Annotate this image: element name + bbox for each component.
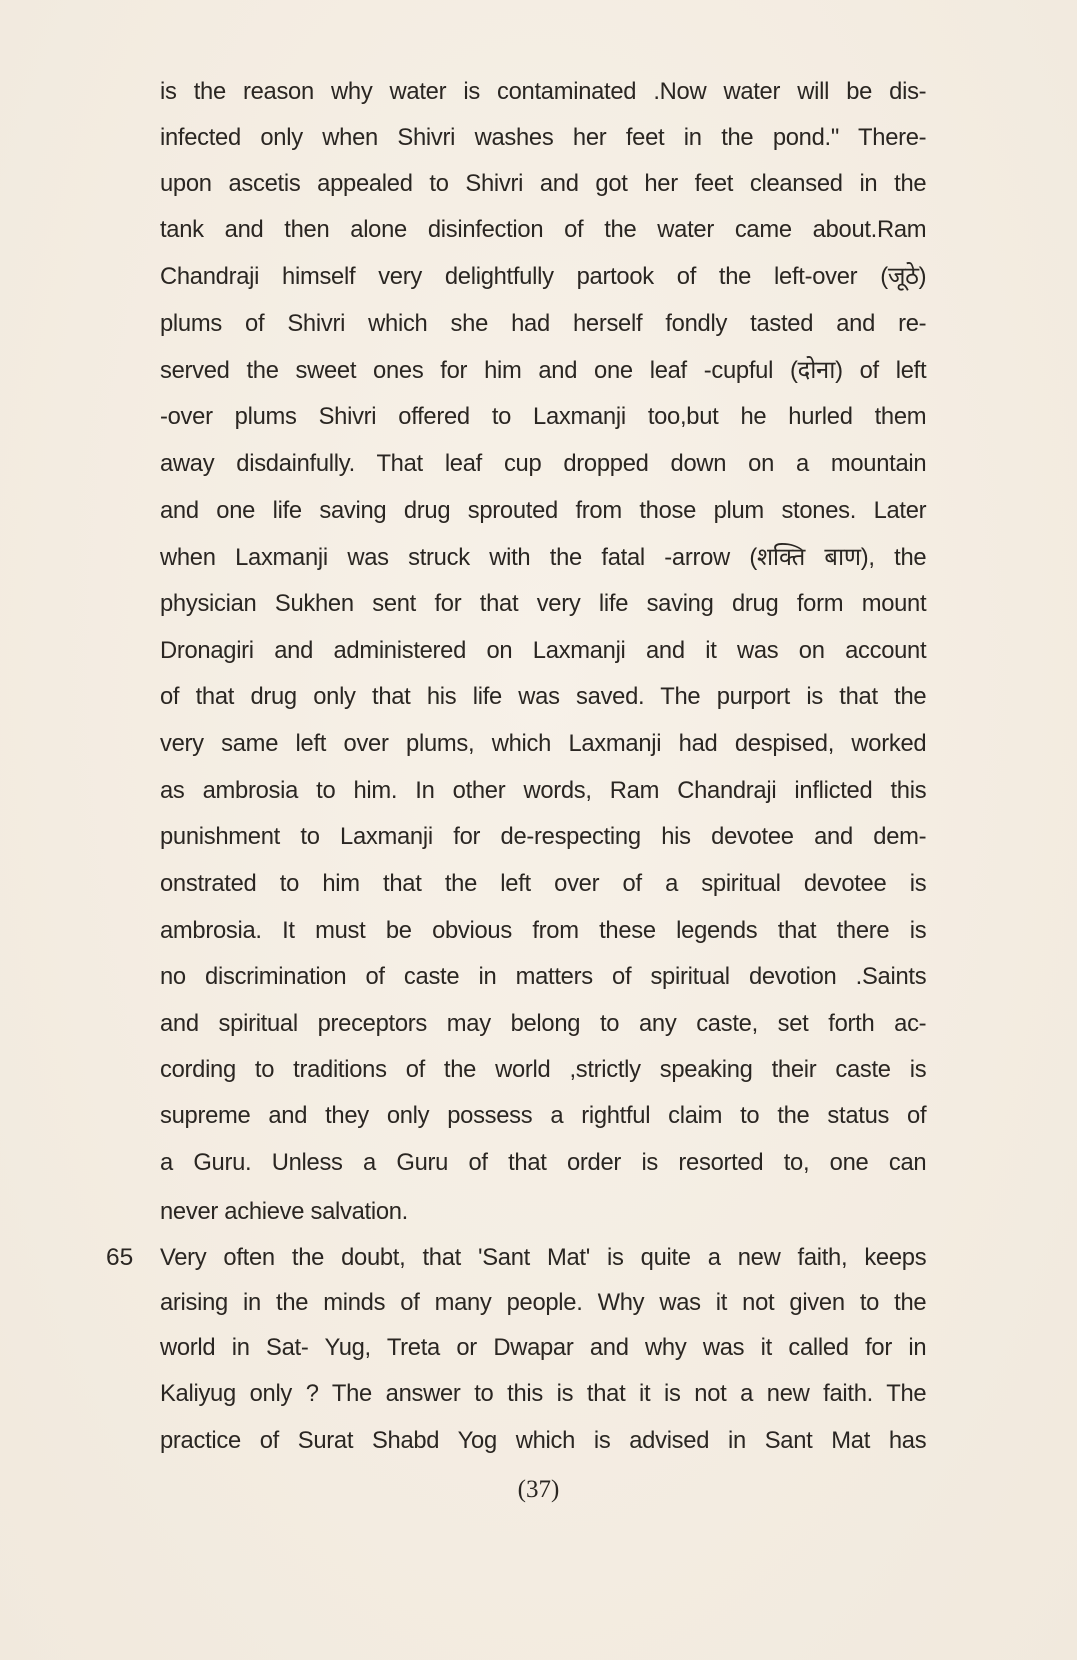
text-line: Kaliyug only ? The answer to this is that it is not a new faith. The xyxy=(160,1380,927,1407)
text-line: punishment to Laxmanji for de-respecting his devotee and dem- xyxy=(160,823,927,850)
text-line: served the sweet ones for him and one leaf -cupful (दोना) of left xyxy=(160,357,927,384)
text-line: world in Sat- Yug, Treta or Dwapar and why was it called for in xyxy=(160,1334,927,1361)
text-line: plums of Shivri which she had herself fondly tasted and re- xyxy=(160,310,927,337)
text-line: arising in the minds of many people. Why was it not given to the xyxy=(160,1289,927,1316)
text-line: -over plums Shivri offered to Laxmanji too,but he hurled them xyxy=(160,403,927,430)
text-line: never achieve salvation. xyxy=(160,1198,408,1225)
page-number: (37) xyxy=(517,1476,560,1503)
text-line: ambrosia. It must be obvious from these legends that there is xyxy=(160,917,927,944)
text-line: and spiritual preceptors may belong to any caste, set forth ac- xyxy=(160,1010,927,1037)
text-line: of that drug only that his life was saved. The purport is that the xyxy=(160,683,927,710)
text-line: no discrimination of caste in matters of spiritual devotion .Saints xyxy=(160,963,927,990)
text-line: tank and then alone disinfection of the water came about.Ram xyxy=(160,216,927,243)
text-line: physician Sukhen sent for that very life saving drug form mount xyxy=(160,590,927,617)
text-line: infected only when Shivri washes her feet in the pond." There- xyxy=(160,124,927,151)
paragraph-number: 65 xyxy=(106,1244,134,1271)
text-line: as ambrosia to him. In other words, Ram Chandraji inflicted this xyxy=(160,777,927,804)
text-line: away disdainfully. That leaf cup dropped down on a mountain xyxy=(160,450,927,477)
text-line: very same left over plums, which Laxmanji had despised, worked xyxy=(160,730,927,757)
text-line: Chandraji himself very delightfully partook of the left-over (जूठे) xyxy=(160,263,927,290)
text-line: upon ascetis appealed to Shivri and got her feet cleansed in the xyxy=(160,170,927,197)
text-line: a Guru. Unless a Guru of that order is resorted to, one can xyxy=(160,1149,927,1176)
text-line: and one life saving drug sprouted from those plum stones. Later xyxy=(160,497,927,524)
text-line: cording to traditions of the world ,strictly speaking their caste is xyxy=(160,1056,927,1083)
text-line: when Laxmanji was struck with the fatal -arrow (शक्ति बाण), the xyxy=(160,544,927,571)
text-line: is the reason why water is contaminated .Now water will be dis- xyxy=(160,78,927,105)
text-line: Very often the doubt, that 'Sant Mat' is quite a new faith, keeps xyxy=(160,1244,927,1271)
text-line: practice of Surat Shabd Yog which is advised in Sant Mat has xyxy=(160,1427,927,1454)
text-line: supreme and they only possess a rightful claim to the status of xyxy=(160,1102,927,1129)
text-line: Dronagiri and administered on Laxmanji and it was on account xyxy=(160,637,927,664)
text-line: onstrated to him that the left over of a spiritual devotee is xyxy=(160,870,927,897)
